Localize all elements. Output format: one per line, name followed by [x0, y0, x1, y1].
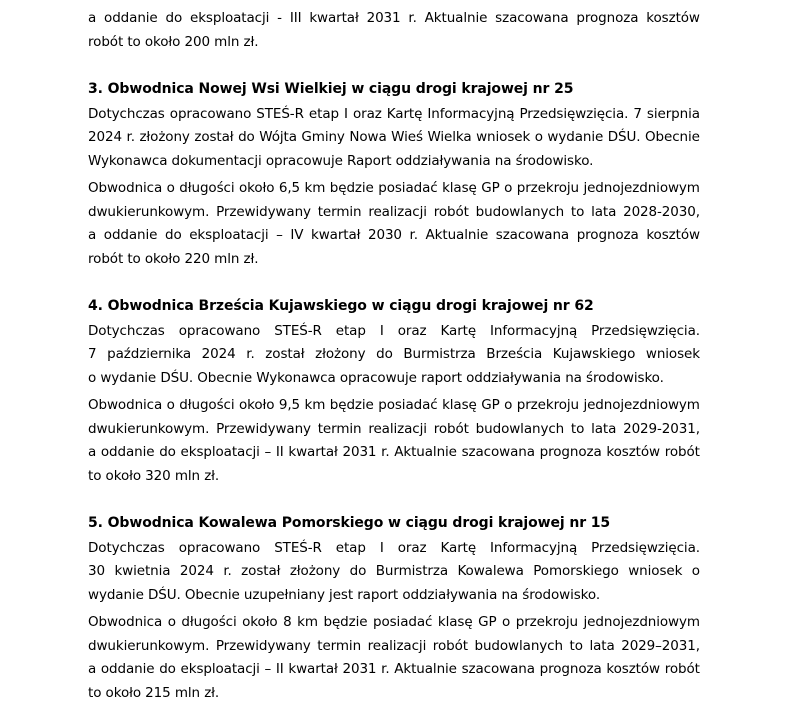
paragraph-line: a oddanie do eksploatacji – IV kwartał 2030 r. Aktualnie szacowana prognoza kosztów — [88, 227, 700, 243]
paragraph-last-line: robót to około 220 mln zł. — [88, 250, 259, 267]
section-heading: 4. Obwodnica Brześcia Kujawskiego w ciągu drogi krajowej nr 62 — [88, 298, 594, 314]
paragraph — [88, 177, 700, 271]
paragraph-line: Dotychczas opracowano STEŚ-R etap I oraz Kartę Informacyjną Przedsięwzięcia. — [88, 322, 700, 339]
section-heading: 5. Obwodnica Kowalewa Pomorskiego w ciągu drogi krajowej nr 15 — [88, 515, 611, 531]
paragraph — [88, 320, 700, 391]
paragraph-line: a oddanie do eksploatacji – II kwartał 2031 r. Aktualnie szacowana prognoza kosztów robót — [88, 661, 700, 677]
section-heading: 3. Obwodnica Nowej Wsi Wielkiej w ciągu drogi krajowej nr 25 — [88, 81, 574, 97]
paragraph-last-line: Wykonawca dokumentacji opracowuje Raport oddziaływania na środowisko. — [88, 152, 594, 169]
paragraph-last-line: wydanie DŚU. Obecnie uzupełniany jest raport oddziaływania na środowisko. — [88, 586, 601, 603]
paragraph-continuation — [88, 7, 700, 54]
paragraph-last-line: to około 320 mln zł. — [88, 467, 220, 484]
paragraph-line: dwukierunkowym. Przewidywany termin realizacji robót budowlanych to lata 2028-2030, — [88, 203, 700, 220]
paragraph-last-line: o wydanie DŚU. Obecnie Wykonawca opracowuje raport oddziaływania na środowisko. — [88, 369, 664, 386]
paragraph-line: Obwodnica o długości około 9,5 km będzie posiadać klasę GP o przekroju jednojezdniowym — [88, 397, 700, 413]
paragraph — [88, 611, 700, 705]
paragraph-line: Dotychczas opracowano STEŚ-R etap I oraz Kartę Informacyjną Przedsięwzięcia. — [88, 539, 700, 556]
paragraph-line: 7 października 2024 r. został złożony do Burmistrza Brześcia Kujawskiego wniosek — [88, 346, 700, 362]
paragraph-line: dwukierunkowym. Przewidywany termin realizacji robót budowlanych to lata 2029–2031, — [88, 637, 700, 654]
paragraph-line: a oddanie do eksploatacji – II kwartał 2031 r. Aktualnie szacowana prognoza kosztów robót — [88, 444, 700, 460]
section-obwodnica-nowej-wsi-wielkiej — [88, 78, 700, 271]
paragraph — [88, 537, 700, 608]
paragraph — [88, 103, 700, 174]
paragraph-line: Obwodnica o długości około 8 km będzie posiadać klasę GP o przekroju jednojezdniowym — [88, 614, 700, 630]
section-obwodnica-brzescia-kujawskiego — [88, 295, 700, 488]
paragraph-last-line: robót to około 200 mln zł. — [88, 33, 259, 50]
paragraph-line: 30 kwietnia 2024 r. został złożony do Burmistrza Kowalewa Pomorskiego wniosek o — [88, 563, 700, 579]
paragraph-line: Obwodnica o długości około 6,5 km będzie posiadać klasę GP o przekroju jednojezdniowym — [88, 180, 700, 196]
paragraph-line: 2024 r. złożony został do Wójta Gminy Nowa Wieś Wielka wniosek o wydanie DŚU. Obecnie — [88, 129, 700, 145]
paragraph-last-line: to około 215 mln zł. — [88, 684, 220, 701]
paragraph-line: dwukierunkowym. Przewidywany termin realizacji robót budowlanych to lata 2029-2031, — [88, 420, 700, 437]
paragraph-line: a oddanie do eksploatacji - III kwartał 2031 r. Aktualnie szacowana prognoza kosztów — [88, 10, 700, 26]
paragraph-line: Dotychczas opracowano STEŚ-R etap I oraz Kartę Informacyjną Przedsięwzięcia. 7 sierpnia — [88, 105, 700, 122]
paragraph — [88, 394, 700, 488]
section-obwodnica-kowalewa-pomorskiego — [88, 512, 700, 705]
